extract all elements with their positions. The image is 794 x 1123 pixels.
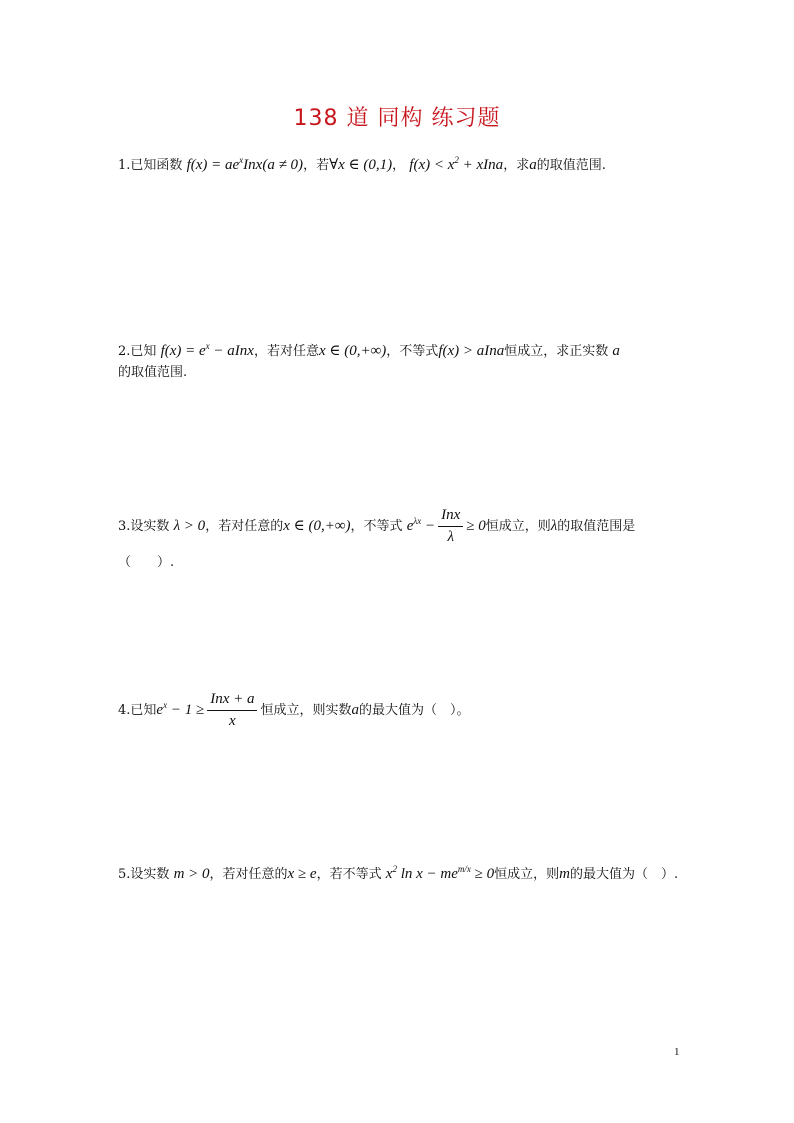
document-title: 138 道 同构 练习题 — [293, 106, 501, 131]
problem-3-domain: x ∈ (0,+∞) — [283, 518, 351, 534]
problem-3-text: ，若对任意的 — [205, 519, 284, 534]
problem-1-text: ，求 — [503, 158, 530, 173]
problem-3-text: 恒成立，则 — [485, 519, 551, 534]
problem-5-text: ，若不等式 — [316, 867, 382, 882]
problem-5-var: m — [559, 866, 570, 882]
problem-2-formula-f: $f(x) = e^x$ − aInx — [160, 341, 254, 359]
problem-2-text: 已知 — [130, 344, 157, 359]
problem-3-number: 3. — [118, 519, 131, 534]
problem-4-text: 的最大值为（ ）。 — [359, 703, 470, 718]
problem-2-text: ，若对任意 — [253, 344, 319, 359]
problem-5-m-cond: m > 0 — [173, 866, 210, 882]
problem-4-fraction: $\frac{\text{Inx + a}}{x}$ — [207, 691, 257, 730]
problem-1-text: ， — [392, 158, 406, 173]
problem-3-line-2: （ ）. — [118, 555, 175, 570]
problem-3-inequality: $e^{\lambda x}$ − $\frac{\text{Inx}}{\lambda}$ ≥ 0 — [406, 507, 486, 546]
problem-5-text: ，若对任意的 — [209, 867, 288, 882]
problem-1-domain: ∀x ∈ (0,1) — [329, 157, 393, 173]
problem-2-text: 恒成立，求正实数 — [504, 344, 609, 359]
problem-1-text: 已知函数 — [130, 158, 183, 173]
problem-4-text: 恒成立，则实数 — [260, 703, 352, 718]
problem-2-var: a — [612, 343, 620, 359]
problem-1-var: a — [529, 157, 537, 173]
problem-3-var: λ — [550, 518, 558, 534]
problem-2 — [118, 337, 620, 361]
problem-5-domain: x ≥ e — [287, 866, 317, 882]
problem-1-number: 1. — [118, 158, 131, 173]
problem-2-inequality: f(x) > aIna — [438, 343, 505, 359]
problem-4-text: 已知 — [130, 703, 157, 718]
problem-1-text: ，若 — [303, 158, 330, 173]
problem-4 — [118, 690, 470, 731]
problem-5-text: 设实数 — [130, 867, 170, 882]
problem-1-inequality: $f(x) < x^2$ + xIna — [409, 155, 504, 173]
problem-3-text: 的取值范围是 — [557, 519, 636, 534]
problem-5-text: 的最大值为（ ）. — [569, 867, 679, 882]
problem-3-lambda-cond: λ > 0 — [173, 518, 206, 534]
problem-4-var: a — [351, 702, 359, 718]
problem-3-text: 设实数 — [130, 519, 170, 534]
problem-5-number: 5. — [118, 867, 131, 882]
problem-3 — [118, 506, 635, 547]
problem-5-inequality: $x^2$ $\ln x - me^{m/x} \ge 0$ — [385, 864, 495, 882]
problem-2-text: ，不等式 — [386, 344, 439, 359]
problem-2-number: 2. — [118, 344, 131, 359]
problem-3-fraction: $\frac{\text{Inx}}{\lambda}$ — [438, 507, 463, 546]
problem-5 — [118, 860, 678, 884]
problem-1 — [118, 151, 606, 175]
problem-1-formula-f: $f(x) = ae^xInx(a \ne 0)$ — [186, 155, 304, 173]
problem-4-number: 4. — [118, 703, 131, 718]
problem-4-inequality: $e^x - 1$ ≥ $\frac{\text{Inx + a}}{x}$ — [156, 702, 260, 718]
page-number: 1 — [674, 1046, 680, 1058]
problem-1-text: 的取值范围. — [536, 158, 606, 173]
problem-2-domain: x ∈ (0,+∞) — [318, 343, 387, 359]
problem-2-line-2: 的取值范围. — [118, 365, 188, 380]
problem-3-text: ，不等式 — [350, 519, 403, 534]
problem-5-text: 恒成立，则 — [494, 867, 560, 882]
